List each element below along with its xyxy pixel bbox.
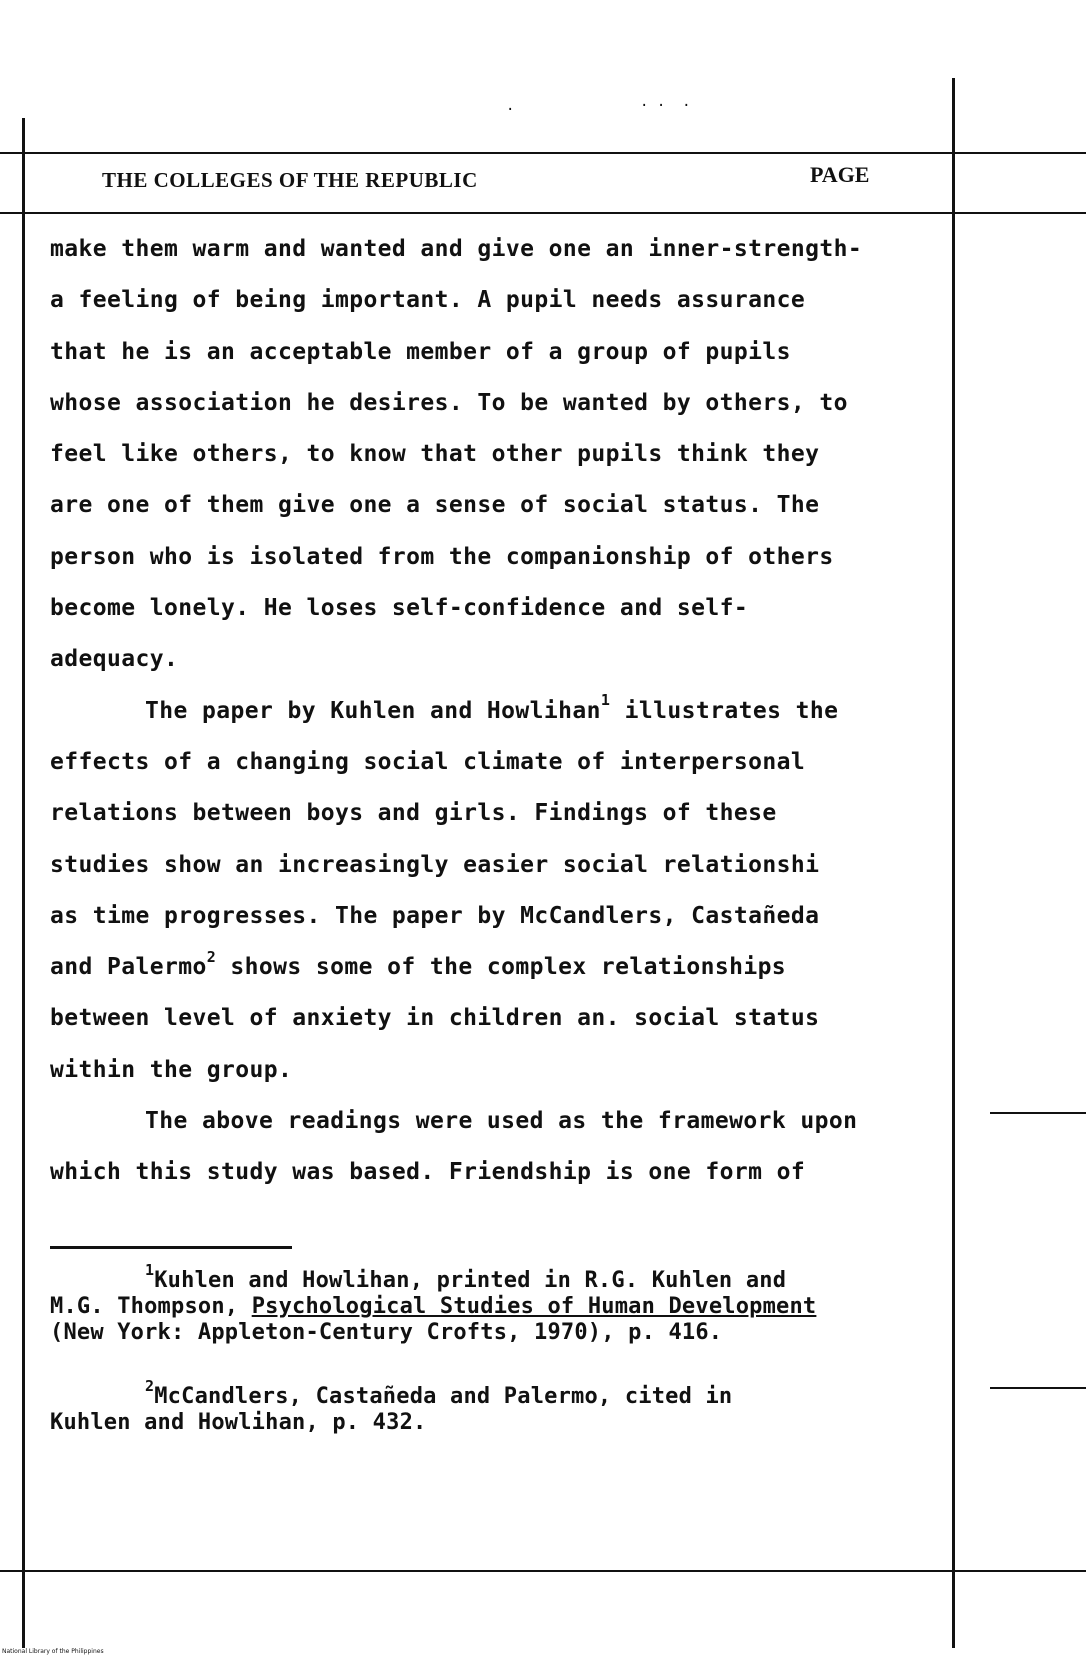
- library-watermark: National Library of the Philippines: [2, 1648, 104, 1655]
- footnote-1-line-3: (New York: Appleton-Century Crofts, 1970), p. 416.: [50, 1320, 723, 1345]
- book-title: Psychological Studies of Human Development: [251, 1294, 817, 1319]
- body-line: within the group.: [50, 1056, 293, 1083]
- page-header-title: THE COLLEGES OF THE REPUBLIC: [102, 168, 478, 192]
- footnote-gap: [50, 1346, 960, 1384]
- text-run: illustrates the: [610, 697, 839, 724]
- footnote-marker: 1: [145, 1260, 155, 1279]
- footnote-marker: 2: [145, 1376, 155, 1395]
- body-line: as time progresses. The paper by McCandlers, Castañeda: [50, 902, 820, 929]
- footnote-separator: [50, 1246, 292, 1249]
- text-run: M.G. Thompson,: [50, 1294, 252, 1319]
- body-line: which this study was based. Friendship is one form of: [50, 1159, 806, 1186]
- paragraph-2-line-1: [50, 686, 950, 737]
- right-margin-tick: [990, 1387, 1086, 1389]
- body-line: relations between boys and girls. Findings of these: [50, 800, 777, 827]
- scan-speck: .: [506, 98, 515, 114]
- footnote-2-line-1: [50, 1376, 960, 1410]
- page-header-page-label: PAGE: [810, 162, 870, 187]
- body-line: make them warm and wanted and give one an inner-strength-: [50, 236, 863, 262]
- footnote-1-line-1: [50, 1260, 960, 1294]
- body-line: are one of them give one a sense of social status. The: [50, 492, 820, 519]
- body-line: whose association he desires. To be wanted by others, to: [50, 389, 848, 416]
- body-line: person who is isolated from the companionship of others: [50, 543, 834, 570]
- body-line: studies show an increasingly easier social relationshi: [50, 851, 820, 878]
- text-run: Kuhlen and Howlihan, printed in R.G. Kuhlen and: [154, 1268, 787, 1293]
- body-line: effects of a changing social climate of interpersonal: [50, 748, 806, 775]
- header-top-line: [0, 152, 1086, 154]
- scan-speck: . . .: [640, 94, 691, 110]
- text-run: shows some of the complex relationships: [216, 954, 787, 981]
- left-border-line: [22, 118, 25, 1648]
- footnote-ref-1: 1: [600, 691, 611, 710]
- body-line: feel like others, to know that other pupils think they: [50, 441, 820, 468]
- footnotes: [50, 1260, 960, 1436]
- body-text: [50, 224, 950, 1199]
- body-line: adequacy.: [50, 646, 179, 673]
- footnote-2-line-2: Kuhlen and Howlihan, p. 432.: [50, 1410, 427, 1435]
- text-run: The paper by Kuhlen and Howlihan: [145, 697, 601, 724]
- body-line: The above readings were used as the framework upon: [145, 1108, 858, 1135]
- text-run: McCandlers, Castañeda and Palermo, cited in: [154, 1384, 733, 1409]
- footnote-1-line-2: [50, 1294, 960, 1320]
- text-run: and Palermo: [50, 954, 207, 981]
- body-line: that he is an acceptable member of a group of pupils: [50, 338, 791, 365]
- bottom-line: [0, 1570, 1086, 1572]
- body-line: between level of anxiety in children an. social status: [50, 1005, 820, 1032]
- footnote-ref-2: 2: [206, 947, 217, 966]
- header-bottom-line: [0, 212, 1086, 214]
- paragraph-2-line-6: [50, 942, 950, 993]
- body-line: a feeling of being important. A pupil needs assurance: [50, 287, 806, 314]
- body-line: become lonely. He loses self-confidence and self-: [50, 595, 749, 622]
- right-margin-tick: [990, 1112, 1086, 1114]
